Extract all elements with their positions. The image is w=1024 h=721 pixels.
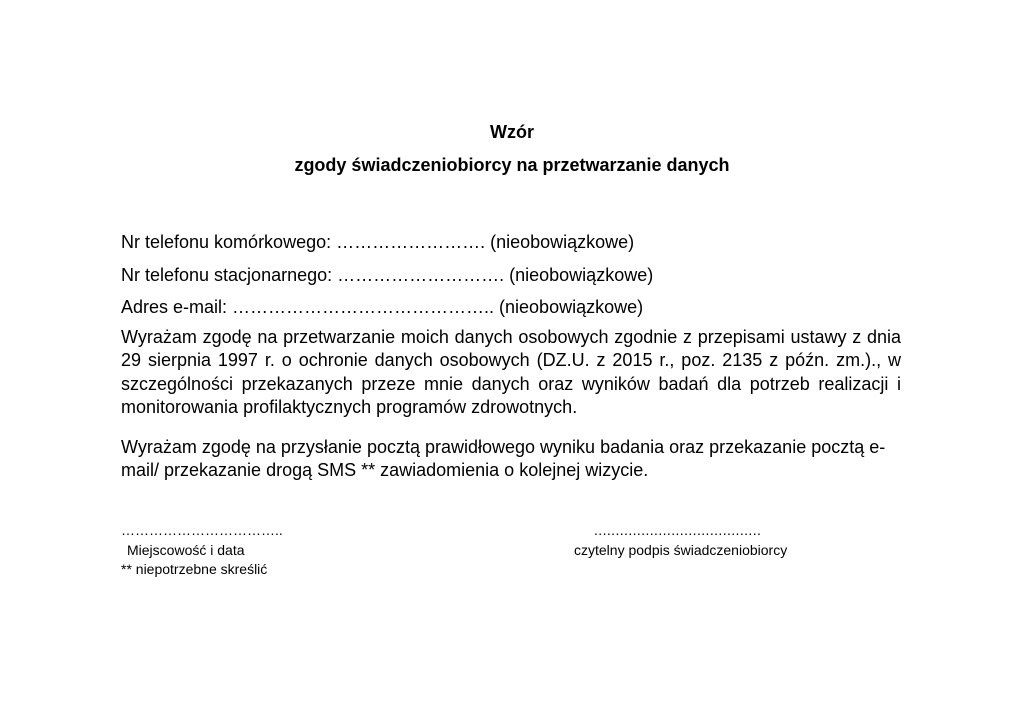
mobile-phone-field: Nr telefonu komórkowego: ……………………. (nieobowiązkowe) [121, 232, 635, 252]
place-date-label: Miejscowość i data [127, 542, 245, 558]
footnote: ** niepotrzebne skreślić [121, 561, 268, 577]
document-subtitle: zgody świadczeniobiorcy na przetwarzanie danych [294, 155, 730, 175]
signature-label: czytelny podpis świadczeniobiorcy [574, 542, 788, 558]
document-title: Wzór [490, 122, 534, 142]
email-field: Adres e-mail: …………………………………….. (nieobowiązkowe) [121, 297, 644, 317]
signature-line: ....................................... [594, 522, 762, 538]
data-processing-consent: Wyrażam zgodę na przetwarzanie moich danych osobowych zgodnie z przepisami ustawy z dnia 29 sierpnia 1997 r. o ochronie danych osobowych (DZ.U. z 2015 r., poz. 2135 z późn. zm.)., w szczególności przekazanych przeze mnie danych oraz wyników badań dla potrzeb realizacji i monitorowania profilaktycznych programów zdrowotnych. [121, 327, 901, 417]
place-date-line: …………………………….. [121, 522, 283, 538]
landline-phone-field: Nr telefonu stacjonarnego: ………………………. (nieobowiązkowe) [121, 265, 654, 285]
communication-consent: Wyrażam zgodę na przysłanie pocztą prawidłowego wyniku badania oraz przekazanie pocztą e-mail/ przekazanie drogą SMS ** zawiadomienia o kolejnej wizycie. [121, 437, 886, 481]
